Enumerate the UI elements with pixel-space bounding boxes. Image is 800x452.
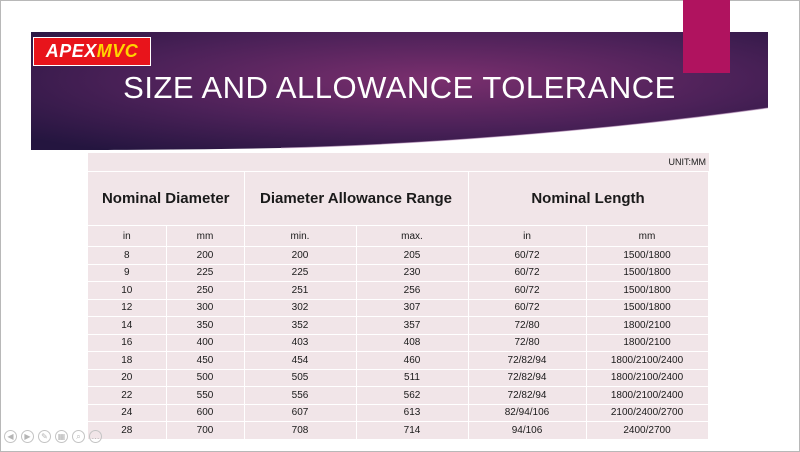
cell-length-in: 72/80: [468, 334, 586, 352]
pen-icon[interactable]: ✎: [38, 430, 51, 443]
cell-diameter-in: 28: [88, 422, 166, 440]
table-row: [88, 404, 708, 422]
cell-length-mm: 1500/1800: [586, 247, 708, 265]
subheader-diameter-in: in: [88, 226, 166, 247]
cell-length-in: 60/72: [468, 264, 586, 282]
cell-length-mm: 1800/2100/2400: [586, 387, 708, 405]
table-row: [88, 247, 708, 265]
unit-note: UNIT:MM: [88, 153, 708, 172]
subheader-length-mm: mm: [586, 226, 708, 247]
cell-length-in: 94/106: [468, 422, 586, 440]
cell-diameter-in: 22: [88, 387, 166, 405]
tolerance-table: [88, 153, 709, 440]
logo-text-mvc: MVC: [96, 41, 139, 61]
cell-min: 225: [244, 264, 356, 282]
cell-min: 556: [244, 387, 356, 405]
table-row: [88, 422, 708, 440]
header-nominal-length: Nominal Length: [468, 172, 708, 226]
cell-length-in: 72/82/94: [468, 352, 586, 370]
cell-max: 307: [356, 299, 468, 317]
cell-diameter-mm: 500: [166, 369, 244, 387]
cell-length-in: 82/94/106: [468, 404, 586, 422]
cell-max: 408: [356, 334, 468, 352]
cell-min: 302: [244, 299, 356, 317]
cell-min: 251: [244, 282, 356, 300]
cell-max: 357: [356, 317, 468, 335]
cell-length-mm: 1800/2100: [586, 334, 708, 352]
cell-diameter-mm: 450: [166, 352, 244, 370]
next-slide-icon[interactable]: ▶: [21, 430, 34, 443]
cell-max: 562: [356, 387, 468, 405]
cell-min: 607: [244, 404, 356, 422]
cell-diameter-mm: 550: [166, 387, 244, 405]
cell-diameter-mm: 300: [166, 299, 244, 317]
cell-length-mm: 1500/1800: [586, 264, 708, 282]
table-row: [88, 299, 708, 317]
cell-max: 256: [356, 282, 468, 300]
table-row: [88, 334, 708, 352]
cell-diameter-in: 14: [88, 317, 166, 335]
cell-diameter-mm: 400: [166, 334, 244, 352]
cell-diameter-in: 18: [88, 352, 166, 370]
zoom-icon[interactable]: ⌕: [72, 430, 85, 443]
apex-mvc-logo: [33, 37, 151, 66]
cell-length-in: 72/80: [468, 317, 586, 335]
cell-min: 505: [244, 369, 356, 387]
cell-diameter-mm: 250: [166, 282, 244, 300]
cell-length-mm: 1800/2100: [586, 317, 708, 335]
see-all-slides-icon[interactable]: ▦: [55, 430, 68, 443]
cell-length-mm: 1500/1800: [586, 299, 708, 317]
group-header-row: [88, 172, 708, 226]
previous-slide-icon[interactable]: ◀: [4, 430, 17, 443]
cell-diameter-in: 20: [88, 369, 166, 387]
cell-max: 511: [356, 369, 468, 387]
cell-diameter-in: 12: [88, 299, 166, 317]
cell-min: 352: [244, 317, 356, 335]
cell-diameter-in: 10: [88, 282, 166, 300]
table-row: [88, 352, 708, 370]
slide-title: SIZE AND ALLOWANCE TOLERANCE: [123, 70, 676, 105]
cell-length-mm: 2400/2700: [586, 422, 708, 440]
subheader-diameter-mm: mm: [166, 226, 244, 247]
cell-length-in: 72/82/94: [468, 387, 586, 405]
unit-row: [88, 153, 708, 172]
cell-length-mm: 1500/1800: [586, 282, 708, 300]
header-diameter-allowance-range: Diameter Allowance Range: [244, 172, 468, 226]
table-row: [88, 282, 708, 300]
cell-max: 230: [356, 264, 468, 282]
slideshow-controls: [4, 430, 102, 443]
cell-diameter-in: 16: [88, 334, 166, 352]
cell-max: 714: [356, 422, 468, 440]
table-row: [88, 264, 708, 282]
cell-min: 708: [244, 422, 356, 440]
cell-length-mm: 1800/2100/2400: [586, 369, 708, 387]
subheader-length-in: in: [468, 226, 586, 247]
cell-length-in: 60/72: [468, 247, 586, 265]
subheader-row: [88, 226, 708, 247]
more-options-icon[interactable]: …: [89, 430, 102, 443]
table-row: [88, 387, 708, 405]
cell-diameter-mm: 700: [166, 422, 244, 440]
cell-min: 200: [244, 247, 356, 265]
accent-bar: [683, 0, 730, 73]
cell-diameter-mm: 225: [166, 264, 244, 282]
table-row: [88, 369, 708, 387]
cell-diameter-mm: 350: [166, 317, 244, 335]
cell-max: 613: [356, 404, 468, 422]
cell-min: 403: [244, 334, 356, 352]
cell-diameter-in: 8: [88, 247, 166, 265]
cell-max: 460: [356, 352, 468, 370]
cell-diameter-mm: 600: [166, 404, 244, 422]
cell-length-in: 60/72: [468, 299, 586, 317]
table-row: [88, 317, 708, 335]
logo-text-apex: APEX: [45, 41, 97, 61]
cell-diameter-in: 24: [88, 404, 166, 422]
subheader-min: min.: [244, 226, 356, 247]
cell-length-mm: 1800/2100/2400: [586, 352, 708, 370]
cell-diameter-in: 9: [88, 264, 166, 282]
header-nominal-diameter: Nominal Diameter: [88, 172, 244, 226]
cell-min: 454: [244, 352, 356, 370]
cell-length-mm: 2100/2400/2700: [586, 404, 708, 422]
cell-length-in: 72/82/94: [468, 369, 586, 387]
subheader-max: max.: [356, 226, 468, 247]
cell-max: 205: [356, 247, 468, 265]
cell-length-in: 60/72: [468, 282, 586, 300]
cell-diameter-mm: 200: [166, 247, 244, 265]
